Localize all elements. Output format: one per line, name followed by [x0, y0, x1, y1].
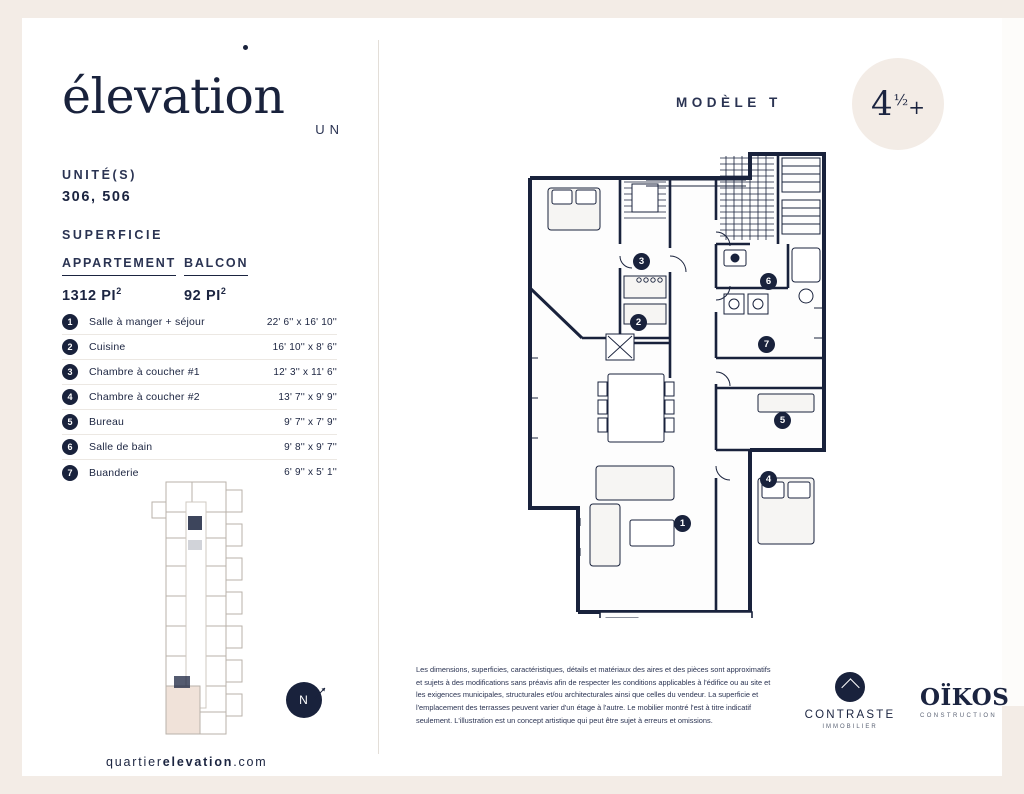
plan-room-marker: 1: [674, 515, 691, 532]
legend-row: [62, 310, 337, 335]
legend-room-name: Chambre à coucher #2: [89, 391, 200, 403]
legend-room-dimensions: 9' 8'' x 9' 7'': [284, 441, 337, 453]
vertical-divider: [378, 40, 379, 754]
bedroom-count-badge: [852, 58, 944, 150]
area-apartment-unit-sup: 2: [116, 286, 122, 296]
website-brand: elevation: [162, 755, 234, 769]
legend-room-dimensions: 16' 10'' x 8' 6'': [272, 341, 337, 353]
disclaimer-text: Les dimensions, superficies, caractéristiques, détails et matériaux des aires et des pièces sont approximatifs et sujets à des modifications sans préavis afin de respecter les conditions applicables à l'édifice ou au site et les exigences municipales, structurales et/ou architecturales ainsi que celles du vendeur. La superficie et l'emplacement des terrasses peuvent varier d'un étage à l'autre. Le mobilier montré l'est à titre indicatif seulement. L'illustration est un concept artistique qui peut être sujet à erreurs et omissions.: [416, 665, 771, 725]
compass-needle-icon: [313, 686, 327, 700]
unit-label: UNITÉ(S): [62, 168, 137, 182]
decorative-band-left: [0, 0, 22, 794]
plan-room-marker: 7: [758, 336, 775, 353]
decorative-band-top: [0, 0, 1024, 18]
decorative-band-bottom: [0, 776, 1024, 794]
legend-row: [62, 360, 337, 385]
legend-room-name: Salle à manger + séjour: [89, 316, 205, 328]
model-label: MODÈLE T: [676, 95, 782, 110]
legend-room-dimensions: 9' 7'' x 7' 9'': [284, 416, 337, 428]
bedroom-count-text: [852, 58, 944, 150]
area-balcony: [184, 254, 306, 304]
compass-north-label: N: [299, 693, 309, 707]
compass: [286, 682, 322, 718]
legend-bullet: 5: [62, 414, 78, 430]
legend-room-name: Chambre à coucher #1: [89, 366, 200, 378]
legend-room-name: Bureau: [89, 416, 125, 428]
legend-room-name: Cuisine: [89, 341, 126, 353]
legend-row: [62, 435, 337, 460]
house-icon: [835, 672, 865, 702]
contraste-subtitle: IMMOBILIER: [822, 724, 878, 730]
bedroom-count-plus: +: [908, 95, 925, 119]
legend-row: [62, 385, 337, 410]
legend-bullet: 7: [62, 465, 78, 481]
legend-bullet: 1: [62, 314, 78, 330]
website-tld: .com: [233, 755, 268, 769]
partner-logo-oikos: [920, 684, 1010, 719]
logo-wordmark: élevation: [62, 68, 285, 125]
floorplan-drawing: [520, 148, 850, 618]
area-balcony-header: BALCON: [184, 256, 248, 276]
website-prefix: quartier: [106, 755, 163, 769]
area-block: [62, 228, 306, 304]
unit-value: 306, 506: [62, 189, 132, 205]
brand-logo: [62, 68, 344, 137]
plan-room-marker: 6: [760, 273, 777, 290]
legend-room-name: Salle de bain: [89, 441, 153, 453]
area-balcony-unit-sup: 2: [220, 286, 227, 296]
area-balcony-value: 92 $PI^2$: [184, 286, 227, 304]
area-apartment-value: 1312 $PI^2$: [62, 286, 122, 304]
contraste-name: CONTRASTE: [804, 709, 896, 721]
legend-bullet: 2: [62, 339, 78, 355]
partner-logo-contraste: [800, 672, 900, 730]
legend-bullet: 4: [62, 389, 78, 405]
plan-room-marker: 5: [774, 412, 791, 429]
legend-room-dimensions: 13' 7'' x 9' 9'': [278, 391, 337, 403]
bedroom-count-fraction: ½: [893, 90, 909, 109]
legend-room-dimensions: 6' 9'' x 5' 1'': [284, 467, 337, 478]
logo-subtitle: UN: [315, 122, 344, 137]
site-plan: [148, 480, 260, 740]
oikos-subtitle: CONSTRUCTION: [920, 713, 998, 719]
legend-room-dimensions: 22' 6'' x 16' 10'': [266, 316, 337, 328]
legend-room-dimensions: 12' 3'' x 11' 6'': [273, 366, 337, 378]
legend-bullet: 3: [62, 364, 78, 380]
plan-room-marker: 3: [633, 253, 650, 270]
website-url: [106, 755, 267, 769]
legend-room-name: Buanderie: [89, 466, 139, 479]
legend-row: [62, 335, 337, 360]
legend-row: [62, 410, 337, 435]
area-apartment-header: APPARTEMENT: [62, 256, 176, 276]
bedroom-count-number: 4: [871, 84, 893, 124]
area-apartment: [62, 254, 184, 304]
area-label: SUPERFICIE: [62, 228, 164, 242]
plan-room-marker: 2: [630, 314, 647, 331]
unit-block: [62, 168, 137, 205]
legend-bullet: 6: [62, 439, 78, 455]
logo-accent-dot: [243, 45, 248, 50]
plan-room-marker: 4: [760, 471, 777, 488]
room-legend: [62, 310, 337, 485]
oikos-name: OÏKOS: [920, 684, 1010, 711]
